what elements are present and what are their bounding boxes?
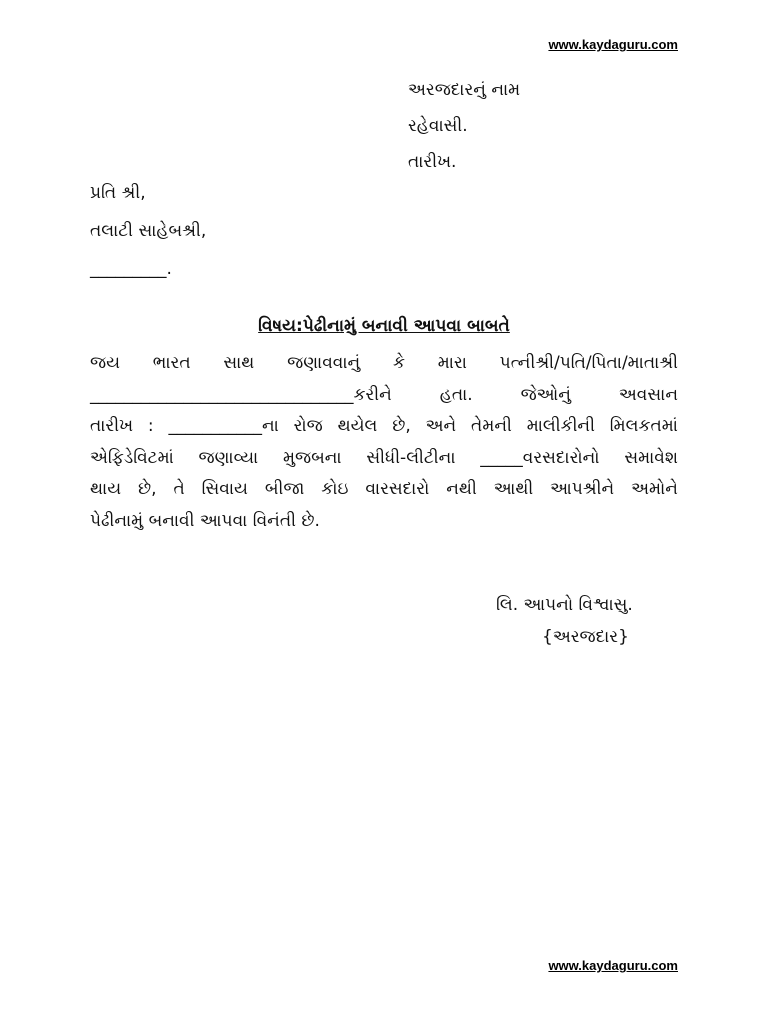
body-word: જણાવવાનું (287, 353, 361, 373)
body-word: આપશ્રીને (550, 479, 615, 499)
body-word: આથી (493, 479, 534, 499)
body-word: _____વરસદારોનો (480, 447, 600, 468)
body-word: સિવાય (201, 479, 248, 499)
body-line (90, 474, 678, 506)
recipient-designation: તલાટી સાહેબશ્રી, (90, 221, 207, 241)
body-word: સમાવેશ (624, 447, 678, 468)
body-line (90, 411, 678, 443)
body-word: બીજા (264, 479, 305, 499)
site-link-top[interactable]: www.kaydaguru.com (548, 37, 678, 52)
body-word: થાય (90, 479, 122, 499)
body-word: સીધી-લીટીના (366, 447, 456, 468)
body-word: જણાવ્યા (198, 447, 259, 468)
body-word: કે (392, 353, 405, 373)
body-word: એફિડેવિટમાં (90, 447, 174, 468)
body-word: પત્નીશ્રી/પતિ/પિતા/માતાશ્રી (499, 353, 678, 373)
body-word: નથી (446, 479, 477, 499)
body-word: મિલકતમાં (609, 416, 678, 436)
applicant-name-label: અરજદારનું નામ (408, 80, 521, 100)
recipient-block (90, 174, 206, 288)
date-label: તારીખ. (408, 152, 457, 172)
body-word: સાથ (223, 353, 255, 373)
body-word: : (147, 416, 154, 436)
body-word: _______________________________કરીને (90, 384, 392, 405)
subject-line: વિષય:પેઢીનામું બનાવી આપવા બાબતે (258, 316, 510, 336)
body-word: તેમની (471, 416, 512, 436)
regards-line: લિ. આપનો વિશ્વાસુ. (496, 595, 633, 615)
body-word: માલીકીની (526, 416, 595, 436)
body-word: જેઓનું (520, 384, 571, 405)
body-line (90, 443, 678, 475)
closing-block (496, 589, 633, 653)
body-word: કોઇ (321, 479, 349, 499)
body-word: થયેલ (337, 416, 378, 436)
body-word: જય (90, 353, 121, 373)
body-word: અવસાન (618, 384, 678, 405)
body-word: અમોને (631, 479, 678, 499)
body-line (90, 348, 678, 380)
applicant-signature: {અરજદાર} (542, 627, 629, 647)
salutation: પ્રતિ શ્રી, (90, 183, 146, 203)
body-word: છે, (392, 416, 411, 436)
body-word: તારીખ (90, 416, 134, 436)
letter-body (90, 348, 678, 537)
body-word: મુજબના (283, 447, 342, 468)
body-word: હતા. (439, 384, 473, 405)
body-word: તે (173, 479, 185, 499)
body-line (90, 380, 678, 412)
body-word: મારા (437, 353, 467, 373)
body-word: ભારત (152, 353, 191, 373)
body-word: રોજ (293, 416, 323, 436)
place-blank: _________. (90, 259, 172, 279)
body-word: પેઢીનામું બનાવી આપવા વિનંતી છે. (90, 510, 320, 531)
body-word: અને (425, 416, 457, 436)
sender-block (408, 72, 520, 180)
body-word: વારસદારો (365, 479, 430, 499)
body-line (90, 506, 678, 538)
body-word: છે, (138, 479, 157, 499)
body-word: ___________ના (168, 416, 279, 436)
residence-label: રહેવાસી. (408, 116, 468, 136)
site-link-bottom[interactable]: www.kaydaguru.com (548, 958, 678, 973)
